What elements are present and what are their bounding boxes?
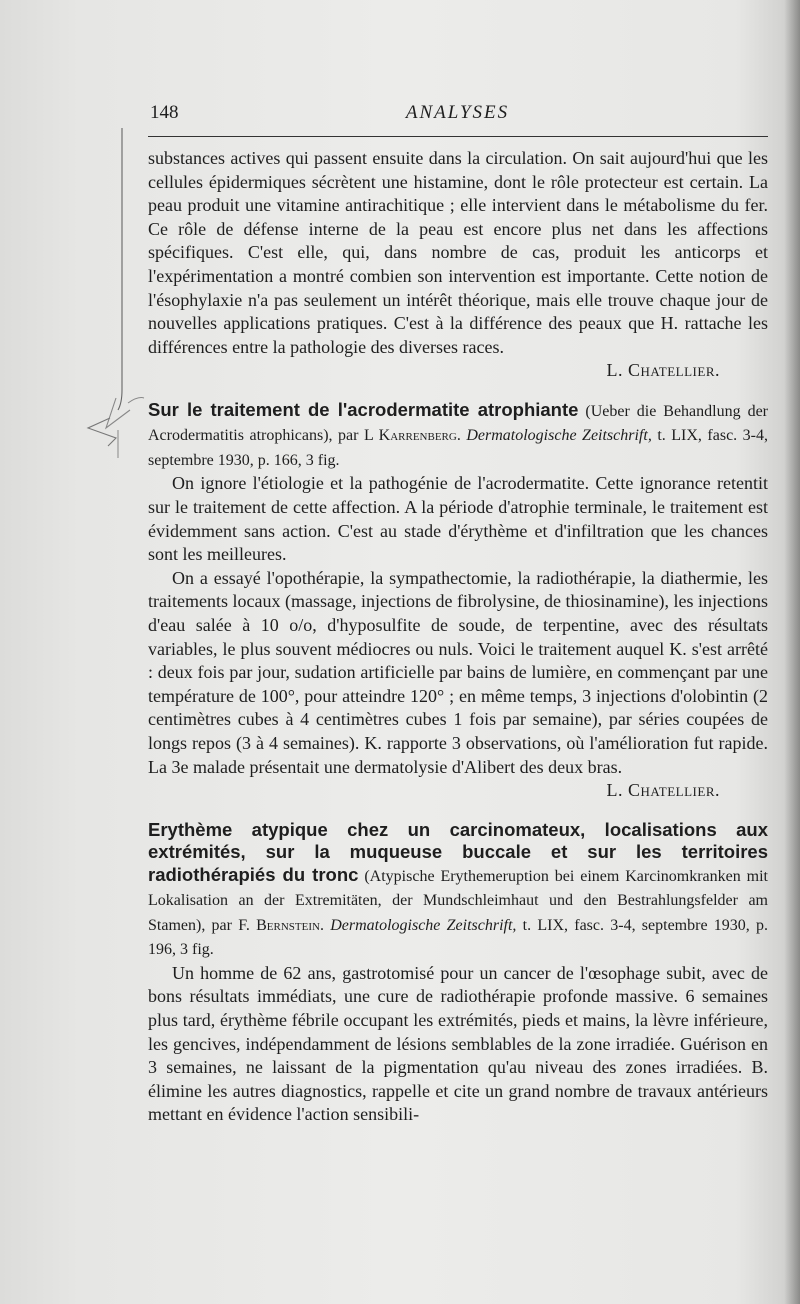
page-header [150, 102, 765, 128]
page-body [148, 147, 768, 1127]
signature: L. Chatellier. [606, 780, 720, 801]
citation-details: t. LIX, fasc. 3-4, septembre 1930, p. 196, 3 fig. [148, 916, 769, 959]
author-name: Karrenberg [378, 427, 457, 445]
citation-text: (Atypische Erythemeruption bei einem Karcinomkranken mit Lokalisation an der Extremitäten, der Mundschleimhaut und den Bestrahlungsfelder am Stamen), par F. [148, 867, 768, 934]
entry-paragraph: Un homme de 62 ans, gastrotomisé pour un cancer de l'œsophage subit, avec de bons résultats immédiats, une cure de radiothérapie profonde massive. 6 semaines plus tard, érythème fébrile occupant les extrémités, pieds et mains, la lèvre inférieure, les gencives, indépendamment de lésions semblables de la zone irradiée. Guérison en 3 semaines, ne laissant de la pigmentation qu'au niveau des zones irradiées. B. élimine les autres diagnostics, rappelle et cite un grand nombre de travaux antérieurs mettant en évidence l'action sensibili- [148, 962, 768, 1125]
citation-details: t. LIX, fasc. 3-4, septembre 1930, p. 166, 3 fig. [148, 427, 769, 469]
citation-separator: . [456, 427, 467, 445]
page-number: 148 [150, 102, 179, 123]
entry-title: Erythème atypique chez un carcinomateux, localisations aux extrémités, sur la muqueuse buccale et sur les territoires radiothérapiés du tronc [148, 818, 768, 885]
citation-text: (Ueber die Behandlung der Acrodermatitis atrophicans), par L [148, 402, 768, 445]
running-title: ANALYSES [405, 102, 510, 123]
entry-title: Sur le traitement de l'acrodermatite atrophiante [148, 398, 579, 420]
review-entry [148, 819, 768, 1127]
author-name: Bernstein [256, 916, 320, 934]
entry-heading [148, 399, 768, 473]
signature: L. Chatellier. [606, 360, 720, 381]
entry-paragraph: On a essayé l'opothérapie, la sympathectomie, la radiothérapie, la diathermie, les traitements locaux (massage, injections de fibrolysine, de thiosinamine), les injections d'eau salée à 10 o/o, d'hyposulfite de soude, de terpentine, avec des résultats variables, le plus souvent médiocres ou nuls. Voici le traitement auquel K. s'est arrêté : deux fois par jour, sudation artificielle par bains de lumière, en commençant par une température de 100°, pour atteindre 120° ; en même temps, 3 injections d'olobintin (2 centimètres cubes à 4 centimètres cubes 1 fois par semaine), par séries coupées de longs repos (3 à 4 semaines). K. rapporte 3 observations, où l'amélioration fut rapide. La 3e malade présentait une dermatolysie d'Alibert des deux bras. [148, 567, 768, 777]
entry-paragraph: On ignore l'étiologie et la pathogénie de l'acrodermatite. Cette ignorance retentit sur le traitement de cette affection. A la période d'atrophie terminale, le traitement est évidemment sans action. C'est au stade d'érythème et d'infiltration que les chances sont les meilleures. [148, 473, 768, 565]
continued-paragraph: substances actives qui passent ensuite dans la circulation. On sait aujourd'hui que les cellules épidermiques sécrètent une histamine, dont le rôle protecteur est certain. La peau produit une vitamine antirachitique ; elle intervient dans le métabolisme du fer. Ce rôle de défense interne de la peau est encore plus net dans les affections spécifiques. C'est elle, qui, dans nombre de cas, produit les anticorps et l'expérimentation a montré combien son intervention est importante. Cette notion de l'ésophylaxie n'a pas seulement un intérêt théorique, mais elle trouve chaque jour de nouvelles applications pratiques. C'est à la différence des peaux que H. rattache les différences entre la pathologie des diverses races. [148, 148, 768, 357]
journal-name: Dermatologische Zeitschrift, [466, 427, 652, 445]
header-rule [148, 136, 768, 137]
pencil-bracket-mark [78, 128, 148, 468]
review-entry [148, 399, 768, 803]
entry-heading [148, 819, 768, 962]
citation-separator: . [319, 916, 331, 934]
journal-name: Dermatologische Zeitschrift, [330, 916, 517, 934]
